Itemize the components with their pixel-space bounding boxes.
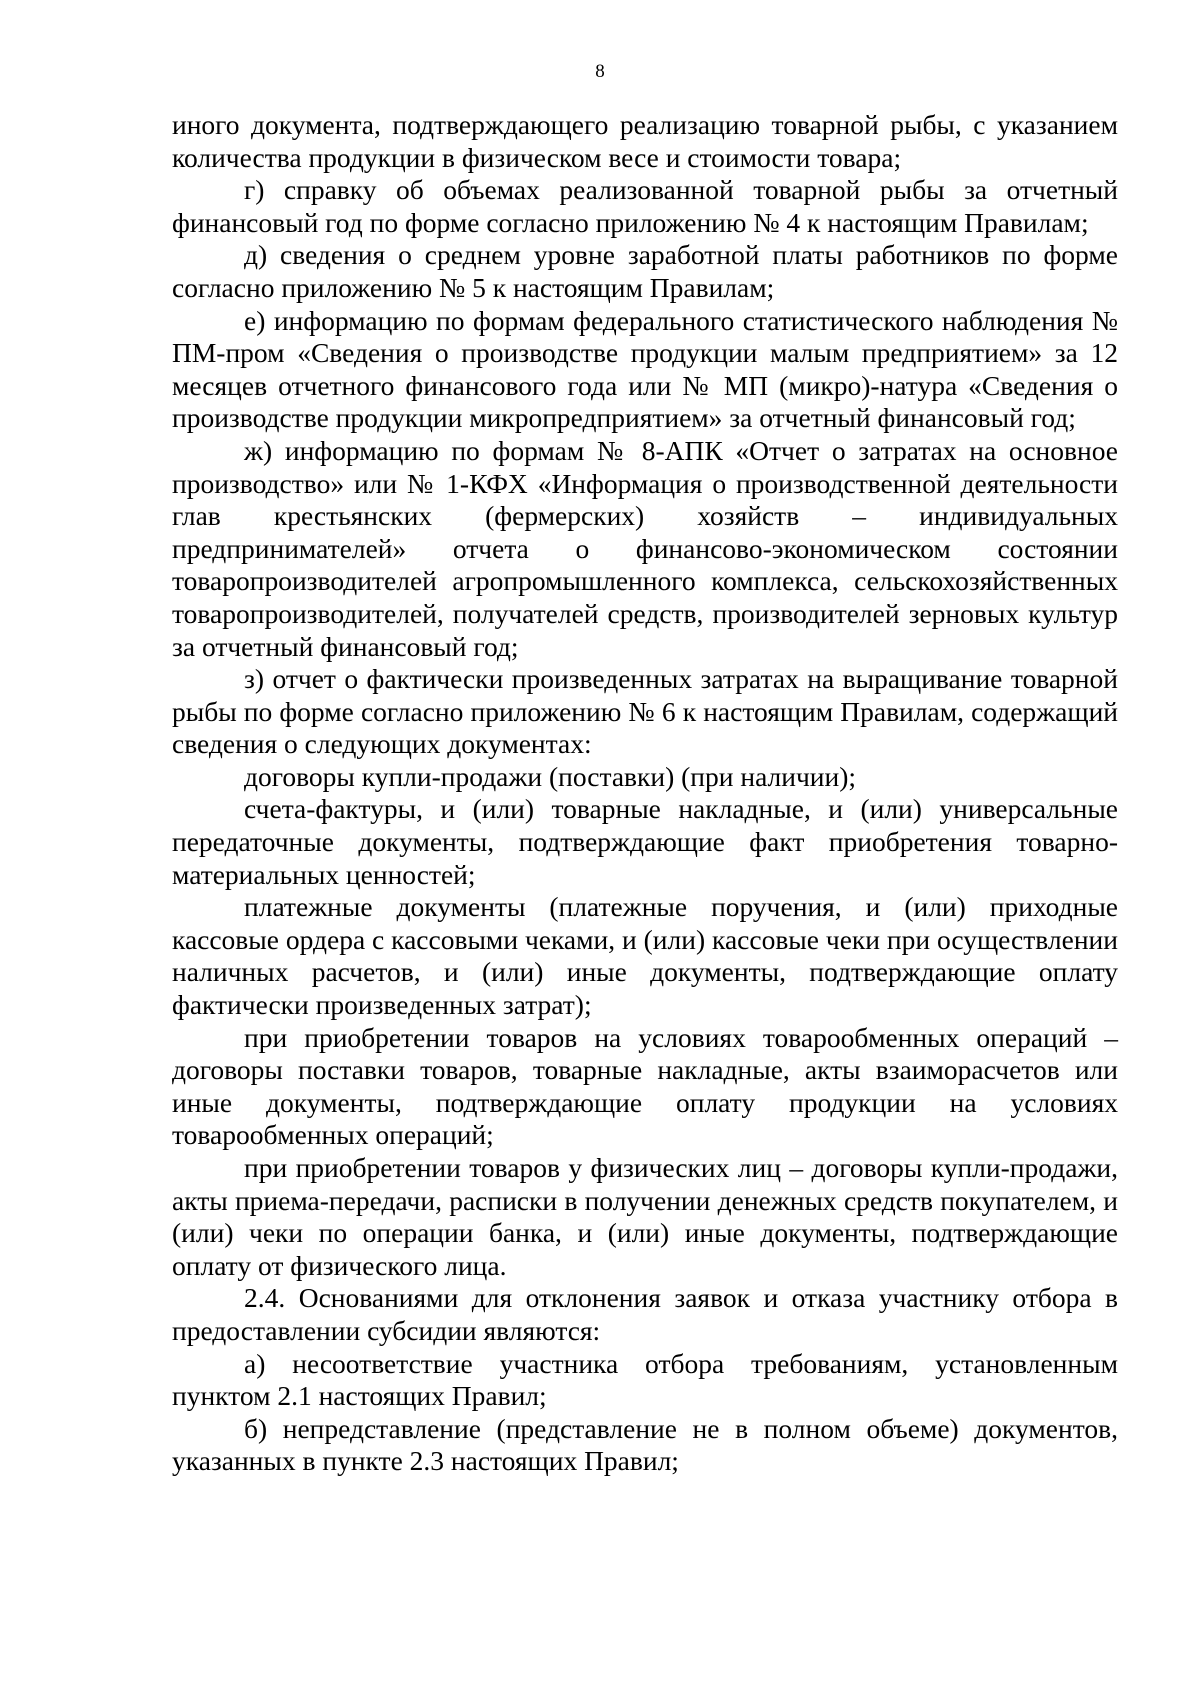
document-body [172,109,1118,1478]
paragraph: з) отчет о фактически произведенных затратах на выращивание товарной рыбы по форме согласно приложению № 6 к настоящим Правилам, содержащий сведения о следующих документах: [172,663,1118,760]
paragraph: иного документа, подтверждающего реализацию товарной рыбы, с указанием количества продукции в физическом весе и стоимости товара; [172,109,1118,173]
paragraph: б) непредставление (представление не в полном объеме) документов, указанных в пункте 2.3 настоящих Правил; [172,1412,1118,1477]
paragraph: г) справку об объемах реализованной товарной рыбы за отчетный финансовый год по форме согласно приложению № 4 к настоящим Правилам; [172,174,1118,238]
paragraph: 2.4. Основаниями для отклонения заявок и отказа участнику отбора в предоставлении субсидии являются: [172,1282,1118,1346]
paragraph: договоры купли-продажи (поставки) (при наличии); [244,760,857,792]
paragraph: ж) информацию по формам № 8-АПК «Отчет о затратах на основное производство» или № 1-КФХ «Информация о производственной деятельности глав крестьянских (фермерских) хозяйств – индивидуальных предпринимателей» отчета о финансово-экономическом состоянии товаропроизводителей агропромышленного комплекса, сельскохозяйственных товаропроизводителей, получателей средств, производителей зерновых культур за отчетный финансовый год; [172,434,1118,662]
paragraph: при приобретении товаров на условиях товарообменных операций – договоры поставки товаров, товарные накладные, акты взаиморасчетов или иные документы, подтверждающие оплату продукции на условиях товарообменных операций; [172,1021,1118,1151]
page-number: 8 [595,61,605,82]
paragraph: счета-фактуры, и (или) товарные накладные, и (или) универсальные передаточные документы, подтверждающие факт приобретения товарно-материальных ценностей; [172,793,1118,890]
paragraph: д) сведения о среднем уровне заработной платы работников по форме согласно приложению № 5 к настоящим Правилам; [172,239,1118,303]
paragraph: платежные документы (платежные поручения, и (или) приходные кассовые ордера с кассовыми чеками, и (или) кассовые чеки при осуществлении наличных расчетов, и (или) иные документы, подтверждающие оплату фактически произведенных затрат); [172,891,1118,1021]
paragraph: а) несоответствие участника отбора требованиям, установленным пунктом 2.1 настоящих Правил; [172,1347,1118,1412]
paragraph: при приобретении товаров у физических лиц – договоры купли-продажи, акты приема-передачи, расписки в получении денежных средств покупателем, и (или) чеки по операции банка, и (или) иные документы, подтверждающие оплату от физического лица. [172,1152,1118,1281]
paragraph: е) информацию по формам федерального статистического наблюдения № ПМ-пром «Сведения о производстве продукции малым предприятием» за 12 месяцев отчетного финансового года или № МП (микро)-натура «Сведения о производстве продукции микропредприятием» за отчетный финансовый год; [172,304,1118,434]
